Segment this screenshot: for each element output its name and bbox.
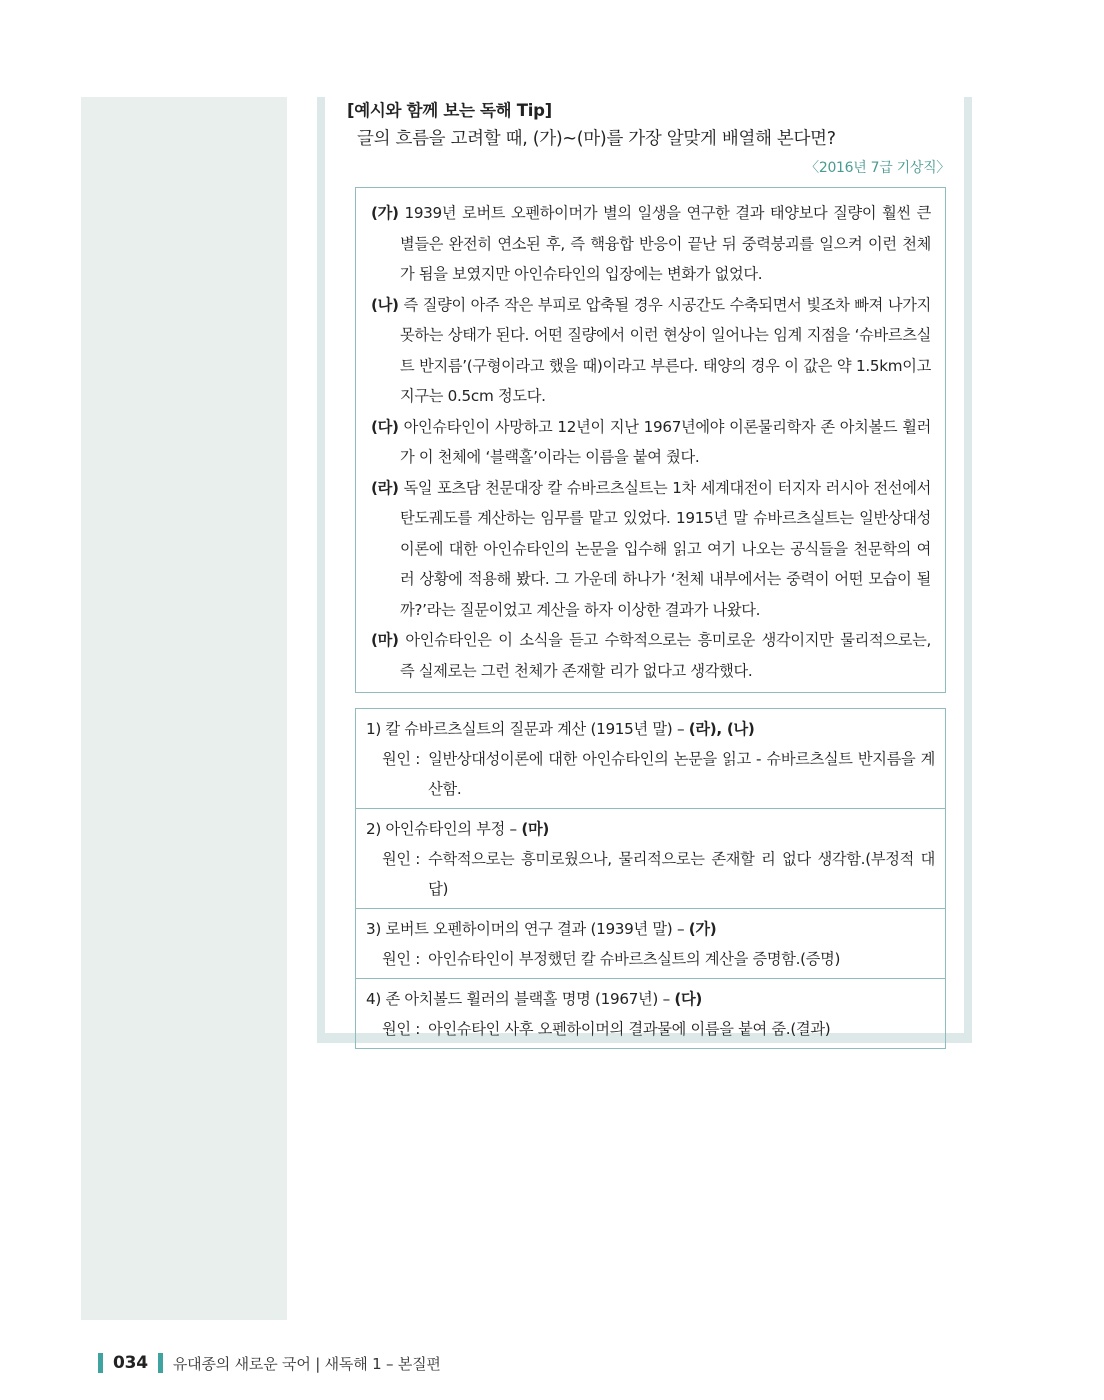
answer-heading: [366, 814, 935, 844]
answer-row: [356, 808, 945, 908]
tip-frame: [317, 97, 972, 1043]
page-footer: [98, 1352, 441, 1374]
footer-accent-bar: [98, 1353, 103, 1373]
answer-row: [356, 908, 945, 978]
source-citation: 〈2016년 7급 기상직〉: [805, 160, 950, 176]
cause-label: 원인 :: [382, 950, 421, 968]
answer-title: 3) 로버트 오펜하이머의 연구 결과 (1939년 말) –: [366, 920, 689, 938]
paragraph-text: 아인슈타인이 사망하고 12년이 지난 1967년에야 이론물리학자 존 아치볼드 휠러가 이 천체에 ‘블랙홀’이라는 이름을 붙여 줬다.: [400, 417, 931, 466]
answer-key: (마): [521, 820, 550, 838]
footer-accent-bar: [158, 1353, 163, 1373]
cause-label: 원인 :: [382, 750, 421, 768]
paragraph-label: (나): [371, 295, 399, 314]
cause-label: 원인 :: [382, 1020, 421, 1038]
answer-row: [356, 978, 945, 1048]
paragraph-label: (라): [371, 478, 399, 497]
passage-paragraph: [371, 625, 931, 686]
answer-row: [356, 709, 945, 808]
answer-key: (라), (나): [688, 720, 755, 738]
answer-title: 4) 존 아치볼드 휠러의 블랙홀 명명 (1967년) –: [366, 990, 675, 1008]
question-text: 글의 흐름을 고려할 때, (가)~(마)를 가장 알맞게 배열해 본다면?: [357, 129, 836, 149]
passage-box: [355, 187, 946, 693]
paragraph-text: 1939년 로버트 오펜하이머가 별의 일생을 연구한 결과 태양보다 질량이 훨씬 큰 별들은 완전히 연소된 후, 즉 핵융합 반응이 끝난 뒤 중력붕괴를 일으켜 이런 천체가 됨을 보였지만 아인슈타인의 입장에는 변화가 없었다.: [400, 204, 931, 283]
answer-title: 2) 아인슈타인의 부정 –: [366, 820, 522, 838]
passage-paragraph: [371, 198, 931, 290]
answer-title: 1) 칼 슈바르츠실트의 질문과 계산 (1915년 말) –: [366, 720, 689, 738]
cause-text: 일반상대성이론에 대한 아인슈타인의 논문을 읽고 - 슈바르츠실트 반지름을 계산함.: [428, 750, 935, 798]
cause-text: 아인슈타인이 부정했던 칼 슈바르츠실트의 계산을 증명함.(증명): [428, 950, 841, 968]
answer-heading: [366, 914, 935, 944]
paragraph-label: (마): [371, 631, 399, 649]
paragraph-text: 독일 포츠담 천문대장 칼 슈바르츠실트는 1차 세계대전이 터지자 러시아 전선에서 탄도궤도를 계산하는 임무를 맡고 있었다. 1915년 말 슈바르츠실트는 일반상대성이론에 대한 아인슈타인의 논문을 입수해 읽고 여기 나오는 공식들을 천문학의 여러 상황에 적용해 봤다. 그 가운데 하나가 ‘천체 내부에서는 중력이 어떤 모습이 될까?’라는 질문이었고 계산을 하자 이상한 결과가 나왔다.: [400, 478, 931, 619]
tip-title: [예시와 함께 보는 독해 Tip]: [347, 101, 552, 120]
cause-text: 아인슈타인 사후 오펜하이머의 결과물에 이름을 붙여 줌.(결과): [428, 1020, 831, 1038]
answer-heading: [366, 984, 935, 1014]
answer-cause: [366, 944, 935, 974]
answer-key: (다): [674, 990, 703, 1008]
paragraph-text: 즉 질량이 아주 작은 부피로 압축될 경우 시공간도 수축되면서 빛조차 빠져 나가지 못하는 상태가 된다. 어떤 질량에서 이런 현상이 일어나는 임계 지점을 ‘슈바르츠실트 반지름’(구형이라고 했을 때)이라고 부른다. 태양의 경우 이 값은 약 1.5km이고 지구는 0.5cm 정도다.: [400, 295, 931, 405]
answer-cause: [366, 744, 935, 804]
tip-content: [325, 97, 964, 1038]
page-number: 034: [113, 1353, 148, 1373]
answer-cause: [366, 844, 935, 904]
passage-paragraph: [371, 412, 931, 473]
left-margin-panel: [81, 97, 287, 1320]
paragraph-text: 아인슈타인은 이 소식을 듣고 수학적으로는 흥미로운 생각이지만 물리적으로는, 즉 실제로는 그런 천체가 존재할 리가 없다고 생각했다.: [400, 631, 931, 680]
paragraph-label: (다): [371, 417, 399, 436]
answer-heading: [366, 714, 935, 744]
footer-text: 유대종의 새로운 국어 | 새독해 1 – 본질편: [172, 1354, 441, 1373]
passage-paragraph: [371, 290, 931, 412]
cause-label: 원인 :: [382, 850, 421, 868]
answer-key: (가): [688, 920, 717, 938]
answer-cause: [366, 1014, 935, 1044]
paragraph-label: (가): [371, 204, 399, 222]
cause-text: 수학적으로는 흥미로웠으나, 물리적으로는 존재할 리 없다 생각함.(부정적 대답): [428, 850, 935, 898]
answer-table: [355, 708, 946, 1049]
passage-paragraph: [371, 473, 931, 626]
